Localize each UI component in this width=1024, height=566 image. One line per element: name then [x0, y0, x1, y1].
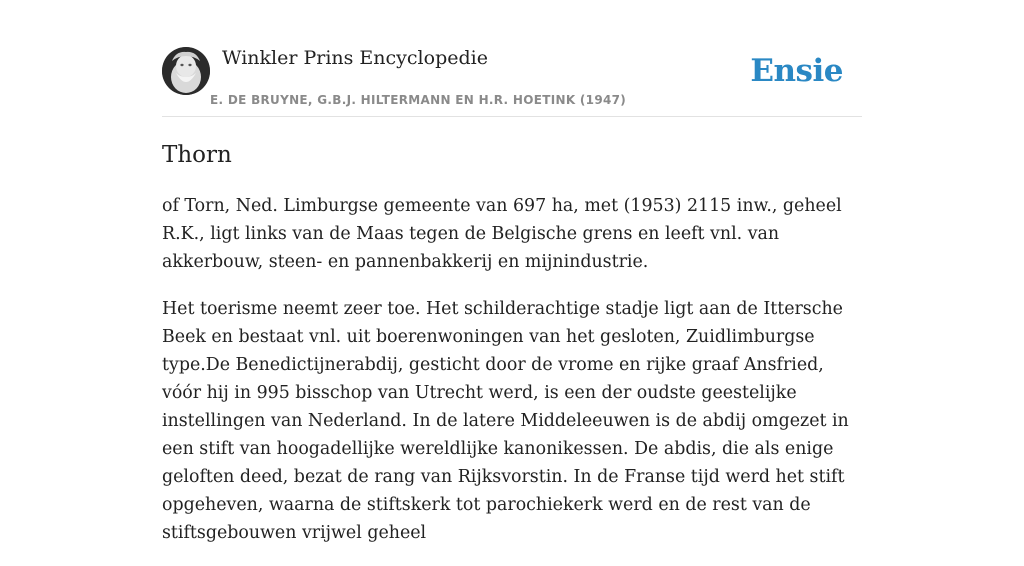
- page-content: [162, 0, 862, 543]
- author-avatar-icon[interactable]: [162, 47, 210, 95]
- source-header: [162, 46, 862, 117]
- article-paragraph: of Torn, Ned. Limburgse gemeente van 697 ha, met (1953) 2115 inw., geheel R.K., ligt links van de Maas tegen de Belgische grens en leeft vnl. van akkerbouw, steen- en pannenbakkerij en mijnindustrie.: [162, 196, 842, 272]
- ensie-logo[interactable]: Ensie: [750, 53, 843, 89]
- article-paragraph: Het toerisme neemt zeer toe. Het schilderachtige stadje ligt aan de Ittersche Beek en bestaat vnl. uit boerenwoningen van het gesloten, Zuidlimburgse type.De Benedictijnerabdij, gesticht door de vrome en rijke graaf Ansfried, vóór hij in 995 bisschop van Utrecht werd, is een der oudste geestelijke instellingen van Nederland. In de latere Middeleeuwen is de abdij omgezet in een stift van hoogadellijke wereldlijke kanonikessen. De abdis, die als enige geloften deed, bezat de rang van Rijksvorstin. In de Franse tijd werd het stift opgeheven, waarna de stiftskerk tot parochiekerk werd en de rest van de stiftsgebouwen vrijwel geheel: [162, 299, 849, 543]
- source-authors: E. DE BRUYNE, G.B.J. HILTERMANN EN H.R. HOETINK (1947): [210, 93, 627, 107]
- article-title: Thorn: [162, 142, 232, 168]
- source-title[interactable]: Winkler Prins Encyclopedie: [222, 47, 488, 69]
- portrait-icon: [162, 47, 210, 95]
- article-body: [162, 192, 862, 566]
